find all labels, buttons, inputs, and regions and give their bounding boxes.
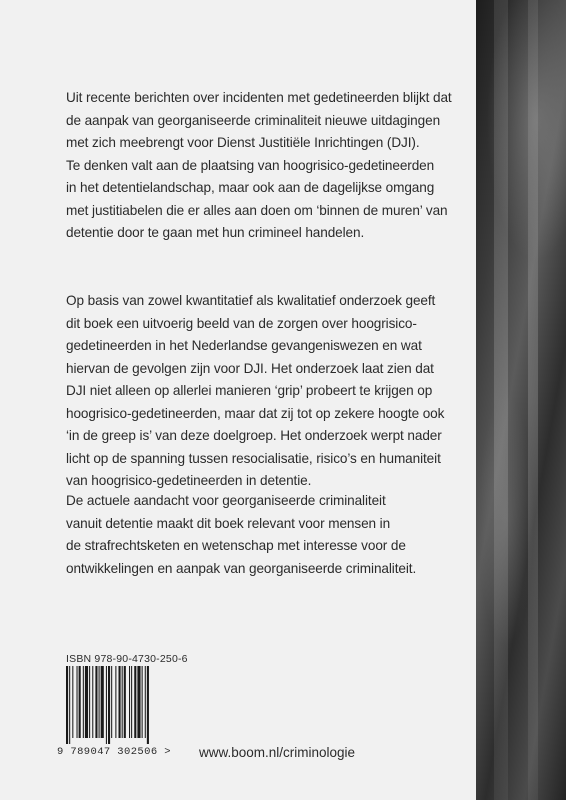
barcode-bar <box>108 666 110 744</box>
barcode-bar <box>101 666 104 738</box>
barcode-bar <box>99 666 100 738</box>
barcode-bar <box>72 666 73 738</box>
barcode-bar <box>66 666 68 744</box>
barcode-image <box>66 666 176 744</box>
barcode-bar <box>124 666 126 738</box>
barcode-bar <box>106 666 107 744</box>
barcode-bar <box>145 666 146 738</box>
blurb-line: met zich meebrengt voor Dienst Justitiële Inrichtingen (DJI). <box>66 135 420 150</box>
barcode-bar <box>137 666 140 738</box>
blurb-line: Te denken valt aan de plaatsing van hoogrisico-gedetineerden <box>66 157 435 173</box>
barcode-bar <box>92 666 93 738</box>
blurb-line: vanuit detentie maakt dit boek relevant voor mensen in <box>66 515 391 531</box>
barcode-bar <box>111 666 112 738</box>
barcode-bar <box>77 666 78 738</box>
blurb-line: DJI niet alleen op allerlei manieren ‘grip’ probeert te krijgen op <box>66 383 433 398</box>
blurb-line: met justitiabelen die er alles aan doen om ‘binnen de muren’ van <box>66 202 448 218</box>
blurb-line: in het detentielandschap, maar ook aan de dagelijkse omgang <box>66 180 435 195</box>
blurb-line: hoogrisico-gedetineerden, maar dat zij tot op zekere hoogte ook <box>66 405 445 421</box>
blurb-line: de strafrechtsketen en wetenschap met interesse voor de <box>66 538 406 553</box>
barcode-bar <box>122 666 123 738</box>
blurb-line: ontwikkelingen en aanpak van georganiseerde criminaliteit. <box>66 560 417 576</box>
blurb-line: De actuele aandacht voor georganiseerde criminaliteit <box>66 493 386 508</box>
photo-highlight <box>528 0 538 800</box>
blurb-line: licht op de spanning tussen resocialisatie, risico’s en humaniteit <box>66 450 441 466</box>
cover-photo-strip <box>476 0 566 800</box>
blurb-line: de aanpak van georganiseerde criminaliteit nieuwe uitdagingen <box>66 112 441 128</box>
barcode-bar <box>142 666 143 738</box>
isbn-label: ISBN 978-90-4730-250-6 <box>66 653 188 665</box>
blurb-line: detentie door te gaan met hun crimineel handelen. <box>66 225 365 240</box>
barcode-bar <box>85 666 88 738</box>
blurb-line: Op basis van zowel kwantitatief als kwalitatief onderzoek geeft <box>66 293 436 308</box>
blurb-paragraph-2 <box>66 290 466 493</box>
blurb-line: ‘in de greep is’ van deze doelgroep. Het onderzoek werpt nader <box>66 428 442 443</box>
blurb-paragraph-1 <box>66 87 466 245</box>
barcode-bar <box>83 666 84 738</box>
publisher-url: www.boom.nl/criminologie <box>199 745 356 760</box>
barcode-bar <box>95 666 97 738</box>
blurb-paragraph-3 <box>66 490 466 580</box>
barcode-bar <box>69 666 70 744</box>
barcode-bar <box>129 666 130 738</box>
barcode-bar <box>147 666 149 744</box>
barcode-bar <box>134 666 136 738</box>
barcode-bar <box>89 666 90 738</box>
photo-highlight <box>494 0 508 800</box>
blurb-line: gedetineerden in het Nederlandse gevangeniswezen en wat <box>66 338 422 353</box>
barcode-bar <box>131 666 132 738</box>
blurb-line: dit boek een uitvoerig beeld van de zorgen over hoogrisico- <box>66 315 417 331</box>
barcode-bar <box>119 666 121 738</box>
blurb-line: hiervan de gevolgen zijn voor DJI. Het onderzoek laat zien dat <box>66 360 434 376</box>
blurb-line: Uit recente berichten over incidenten met gedetineerden blijkt dat <box>66 90 452 105</box>
blurb-line: van hoogrisico-gedetineerden in detentie. <box>66 473 312 488</box>
barcode-bar <box>115 666 116 738</box>
barcode-digits: 9 789047 302506 > <box>57 746 171 758</box>
barcode-bar <box>79 666 81 738</box>
